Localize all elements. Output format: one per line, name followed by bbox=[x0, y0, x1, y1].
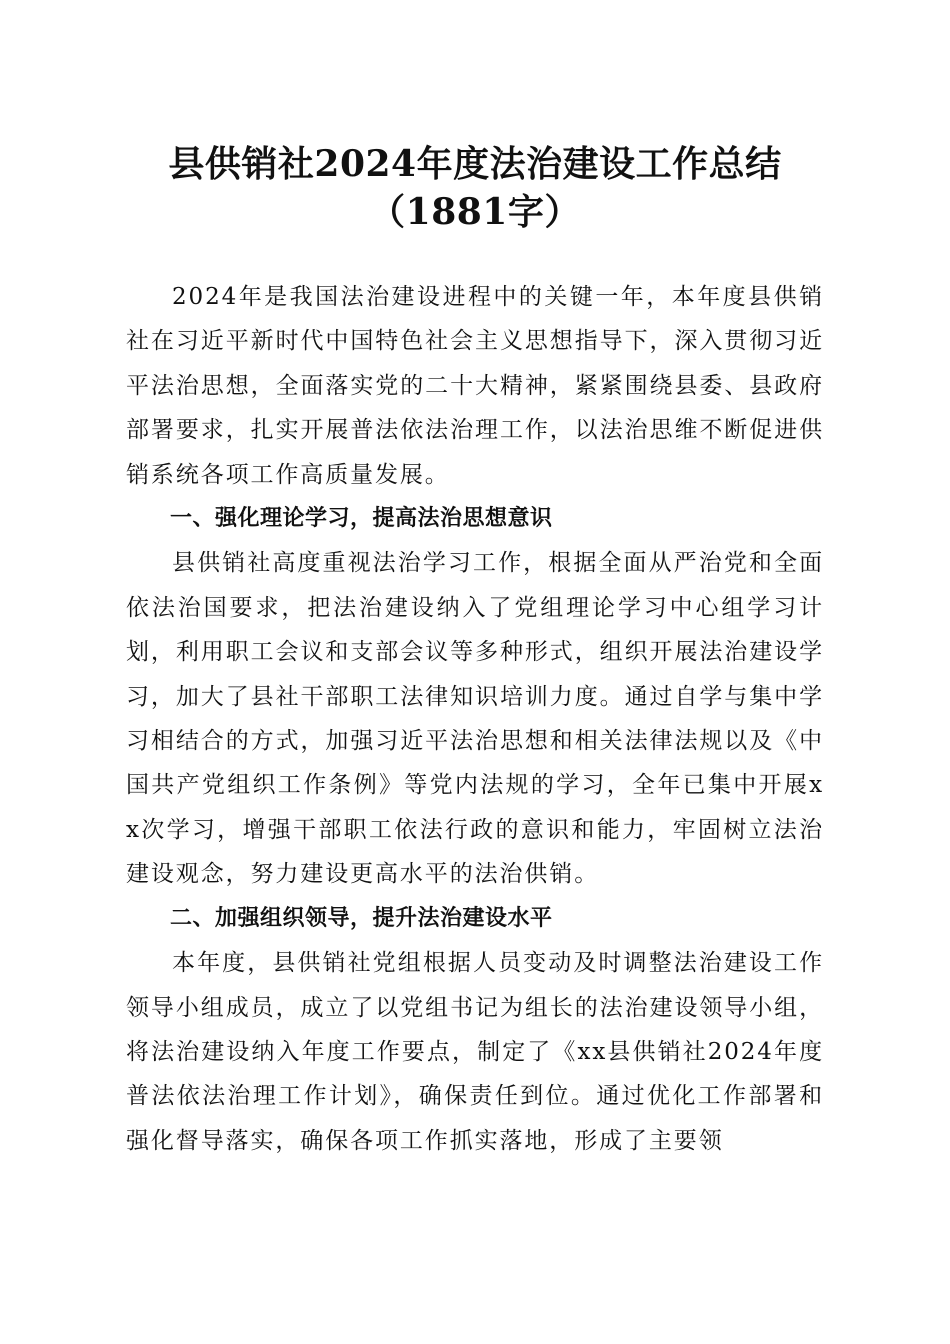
document-body bbox=[126, 275, 824, 1163]
section-heading-1: 一、强化理论学习，提高法治思想意识 bbox=[170, 506, 553, 532]
section-paragraph-2: 本年度，县供销社党组根据人员变动及时调整法治建设工作领导小组成员，成立了以党组书记为组长的法治建设领导小组，将法治建设纳入年度工作要点，制定了《xx县供销社2024年度普法依法治理工作计划》，确保责任到位。通过优化工作部署和强化督导落实，确保各项工作抓实落地，形成了主要领 bbox=[126, 950, 824, 1154]
section-heading-2: 二、加强组织领导，提升法治建设水平 bbox=[170, 905, 553, 931]
document-title: 县供销社2024年度法治建设工作总结（1881字） bbox=[168, 143, 782, 233]
intro-paragraph: 2024年是我国法治建设进程中的关键一年，本年度县供销社在习近平新时代中国特色社会主义思想指导下，深入贯彻习近平法治思想，全面落实党的二十大精神，紧紧围绕县委、县政府部署要求，扎实开展普法依法治理工作，以法治思维不断促进供销系统各项工作高质量发展。 bbox=[126, 284, 824, 488]
section-paragraph-1: 县供销社高度重视法治学习工作，根据全面从严治党和全面依法治国要求，把法治建设纳入了党组理论学习中心组学习计划，利用职工会议和支部会议等多种形式，组织开展法治建设学习，加大了县社干部职工法律知识培训力度。通过自学与集中学习相结合的方式，加强习近平法治思想和相关法律法规以及《中国共产党组织工作条例》等党内法规的学习，全年已集中开展xx次学习，增强干部职工依法行政的意识和能力，牢固树立法治建设观念，努力建设更高水平的法治供销。 bbox=[126, 550, 824, 888]
